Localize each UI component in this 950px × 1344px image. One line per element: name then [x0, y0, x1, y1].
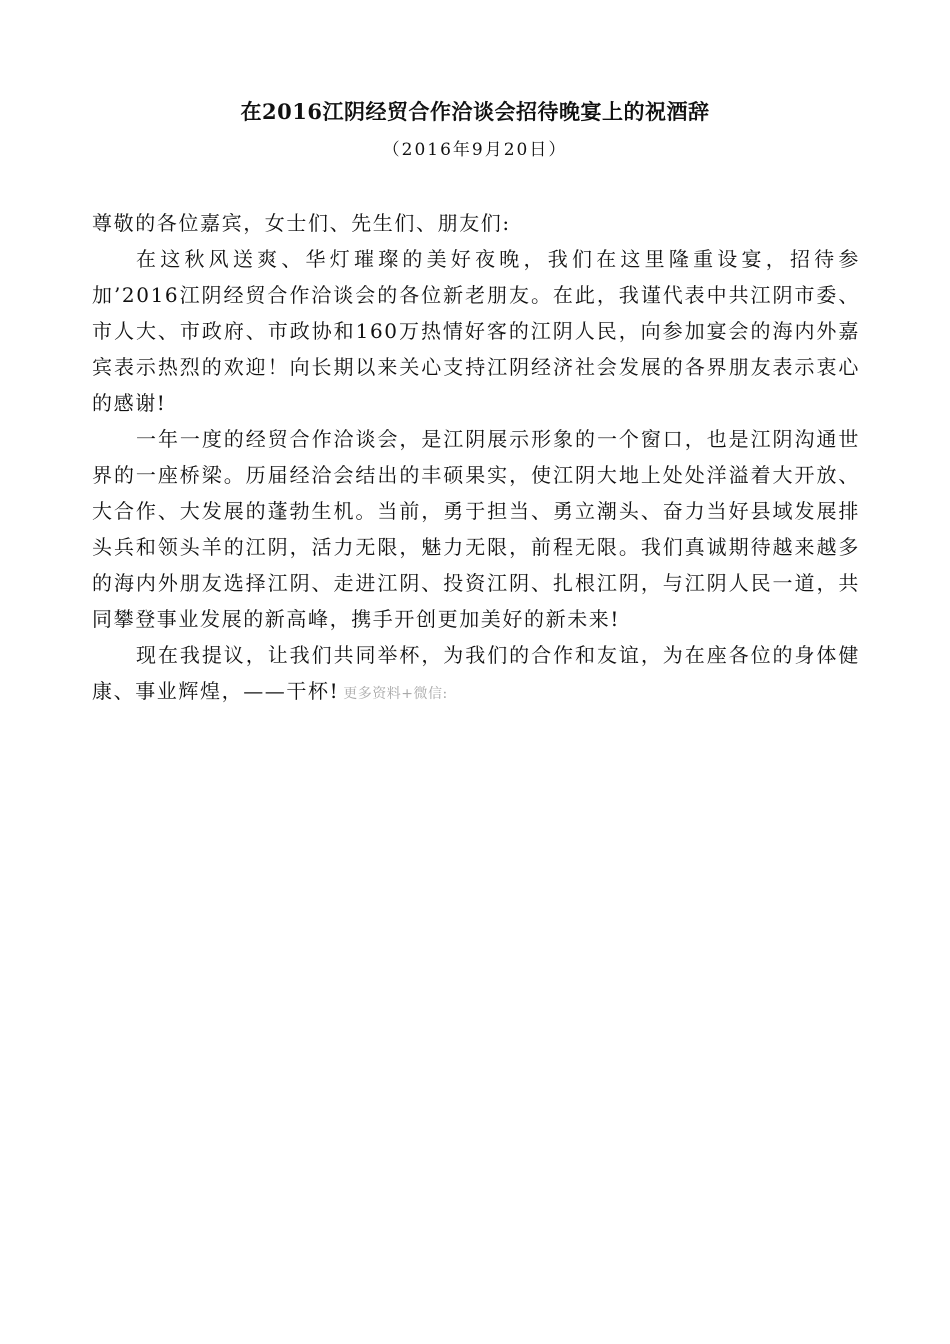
footer-note: 更多资料+微信:	[343, 686, 448, 702]
document-title: 在2016江阴经贸合作洽谈会招待晚宴上的祝酒辞	[240, 99, 710, 124]
greeting-line: 尊敬的各位嘉宾，女士们、先生们、朋友们:	[92, 211, 511, 235]
document-date: （2016年9月20日）	[382, 140, 568, 160]
paragraph-toast	[92, 637, 860, 712]
toast-text: 现在我提议，让我们共同举杯，为我们的合作和友谊，为在座各位的身体健康、事业辉煌，——干杯!	[92, 643, 860, 703]
paragraph-welcome: 在这秋风送爽、华灯璀璨的美好夜晚，我们在这里隆重设宴，招待参加’2016江阴经贸合作洽谈会的各位新老朋友。在此，我谨代表中共江阴市委、市人大、市政府、市政协和160万热情好客的江阴人民，向参加宴会的海内外嘉宾表示热烈的欢迎！向长期以来关心支持江阴经济社会发展的各界朋友表示衷心的感谢!	[92, 247, 860, 415]
document-body	[92, 205, 860, 712]
paragraph-fair: 一年一度的经贸合作洽谈会，是江阴展示形象的一个窗口，也是江阴沟通世界的一座桥梁。历届经洽会结出的丰硕果实，使江阴大地上处处洋溢着大开放、大合作、大发展的蓬勃生机。当前，勇于担当、勇立潮头、奋力当好县域发展排头兵和领头羊的江阴，活力无限，魅力无限，前程无限。我们真诚期待越来越多的海内外朋友选择江阴、走进江阴、投资江阴、扎根江阴，与江阴人民一道，共同攀登事业发展的新高峰，携手开创更加美好的新未来!	[92, 427, 860, 631]
